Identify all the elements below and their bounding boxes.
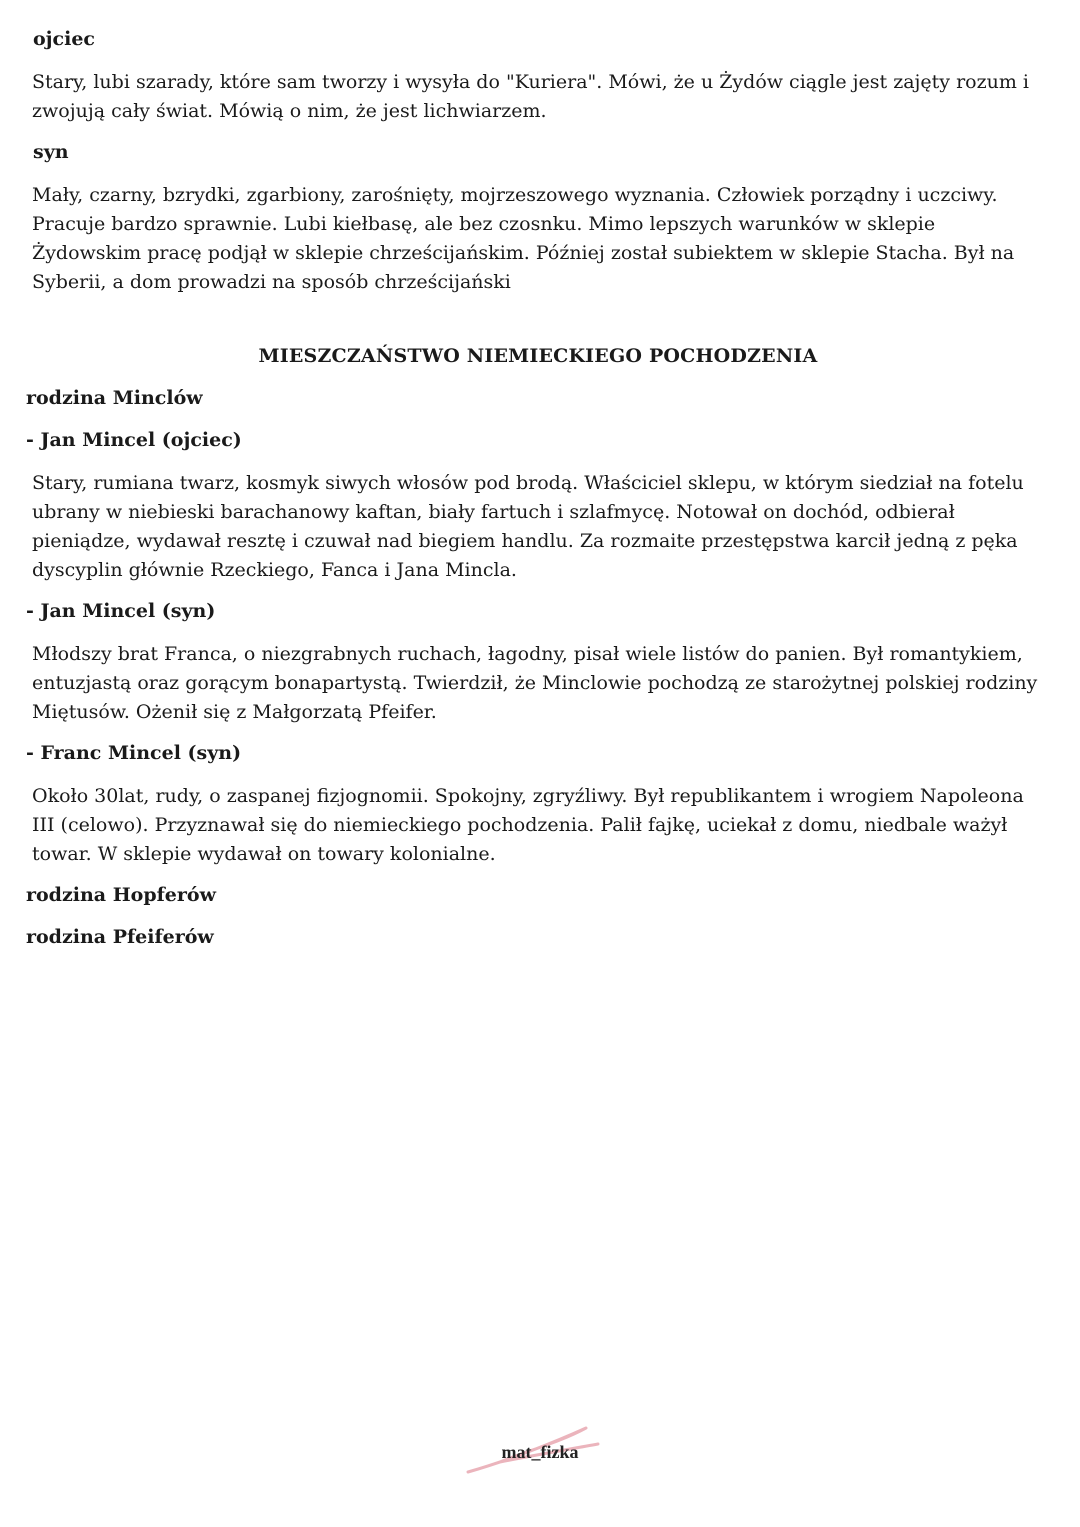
paragraph-franc-syn: Około 30lat, rudy, o zaspanej fizjognomii. Spokojny, zgryźliwy. Był republikantem i wrogiem Napoleona III (celowo). Przyznawał się do niemieckiego pochodzenia. Palił fajkę, uciekał z domu, niedbale ważył towar. W sklepie wydawał on towary kolonialne. — [32, 785, 1024, 865]
person-heading-jan-ojciec: - Jan Mincel (ojciec) — [26, 429, 242, 451]
family-heading-hopferow: rodzina Hopferów — [26, 884, 216, 906]
person-heading-franc-syn: - Franc Mincel (syn) — [26, 742, 242, 764]
document-page — [26, 26, 1050, 966]
family-heading-minclow: rodzina Minclów — [26, 387, 203, 409]
footer-label: mat_fizka — [501, 1442, 579, 1462]
paragraph-syn: Mały, czarny, bzrydki, zgarbiony, zarośnięty, mojrzeszowego wyznania. Człowiek porządny i uczciwy. Pracuje bardzo sprawnie. Lubi kiełbasę, ale bez czosnku. Mimo lepszych warunków w sklepie Żydowskim pracę podjął w sklepie chrześcijańskim. Później został subiektem w sklepie Stacha. Był na Syberii, a dom prowadzi na sposób chrześcijański — [32, 184, 1015, 293]
section-title: MIESZCZAŃSTWO NIEMIECKIEGO POCHODZENIA — [258, 345, 818, 367]
family-heading-pfeiferow: rodzina Pfeiferów — [26, 926, 214, 948]
heading-ojciec: ojciec — [33, 28, 95, 50]
paragraph-jan-ojciec: Stary, rumiana twarz, kosmyk siwych włosów pod brodą. Właściciel sklepu, w którym siedział na fotelu ubrany w niebieski barachanowy kaftan, biały fartuch i szlafmycę. Notował on dochód, odbierał pieniądze, wydawał resztę i czuwał nad biegiem handlu. Za rozmaite przestępstwa karcił jedną z pęka dyscyplin głównie Rzeckiego, Fanca i Jana Mincla. — [32, 472, 1024, 581]
heading-syn: syn — [33, 141, 69, 163]
person-heading-jan-syn: - Jan Mincel (syn) — [26, 600, 216, 622]
footer-watermark — [0, 1420, 1080, 1480]
paragraph-ojciec: Stary, lubi szarady, które sam tworzy i wysyła do "Kuriera". Mówi, że u Żydów ciągle jest zajęty rozum i zwojują cały świat. Mówią o nim, że jest lichwiarzem. — [32, 71, 1029, 122]
paragraph-jan-syn: Młodszy brat Franca, o niezgrabnych ruchach, łagodny, pisał wiele listów do panien. Był romantykiem, entuzjastą oraz gorącym bonapartystą. Twierdził, że Minclowie pochodzą ze starożytnej polskiej rodziny Miętusów. Ożenił się z Małgorzatą Pfeifer. — [32, 643, 1038, 723]
